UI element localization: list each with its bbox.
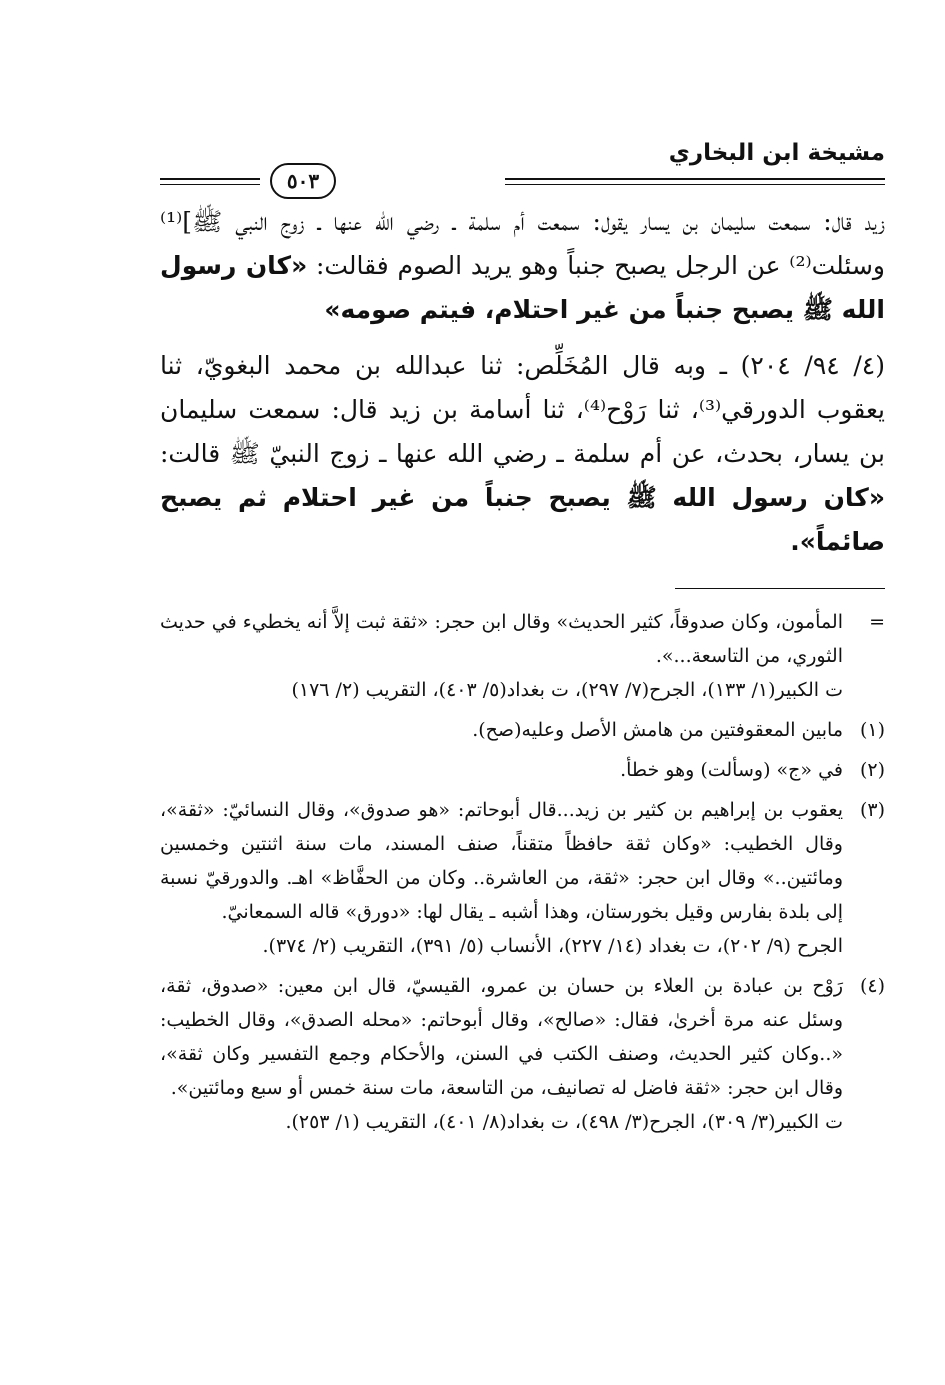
continuation-mark: = (869, 611, 885, 633)
main-text (160, 200, 885, 564)
paragraph (160, 200, 885, 332)
footnote (160, 753, 885, 787)
header-rule-right (505, 178, 885, 180)
header-rule-left (160, 178, 260, 180)
hadith-quote: «كان رسول الله ﷺ يصبح جنباً من غير احتلام، فيتم صومه» (160, 251, 885, 324)
footnote-text: يعقوب بن إبراهيم بن كثير بن زيد...قال أبوحاتم: «هو صدوق»، وقال النسائيّ: «ثقة»، وقال الخطيب: «وكان ثقة حافظاً متقناً، صنف المسند، مات سنة اثنتين وخمسين ومائتين..» وقال ابن حجر: «ثقة، من العاشرة.. وكان من الحفَّاظ» اهـ. والدورقيّ نسبة إلى بلدة بفارس وقيل بخورستان، وهذا أشبه ـ يقال لها: «دورق» قاله السمعانيّ. (160, 799, 843, 923)
paragraph-text: (٤/ ٩٤/ ٢٠٤) ـ وبه قال المُخَلِّص: ثنا عبدالله بن محمد البغويّ، ثنا يعقوب الدورقي⁽³⁾، ثنا رَوْح⁽⁴⁾، ثنا أسامة بن زيد قال: سمعت سليمان بن يسار، بحدث، عن أم سلمة ـ رضي الله عنها ـ زوج النبيّ ﷺ قالت: (160, 351, 885, 468)
page-header (160, 130, 885, 193)
footnote-text: مابين المعقوفتين من هامش الأصل وعليه(صح). (472, 719, 843, 741)
footnote-number: (٢) (859, 759, 885, 781)
footnote-ref: الجرح (٩/ ٢٠٢)، ت بغداد (١٤/ ٢٢٧)، الأنساب (٥/ ٣٩١)، التقريب (٢/ ٣٧٤). (262, 935, 843, 957)
footnote (160, 969, 885, 1139)
footnote-number: (٤) (859, 975, 885, 997)
header-rule-right-thin (505, 184, 885, 185)
footnote (160, 713, 885, 747)
footnote-continuation (160, 605, 885, 707)
footnote-number: (٣) (859, 799, 885, 821)
footnotes (160, 605, 885, 1139)
paragraph (160, 344, 885, 564)
paragraph-text: زيد قال: سمعت سليمان بن يسار يقول: سمعت أم سلمة ـ رضي الله عنها ـ زوج النبي ﷺ]⁽¹⁾ وسئلت⁽²⁾ عن الرجل يصبح جنباً وهو يريد الصوم فقالت: (160, 207, 885, 280)
hadith-quote: «كان رسول الله ﷺ يصبح جنباً من غير احتلام ثم يصبح صائماً». (160, 483, 885, 556)
page-number: ٥٠٣ (270, 163, 336, 199)
footnote-text: في «ج» (وسألت) وهو خطأ. (620, 759, 843, 781)
footnote-ref: ت الكبير(٣/ ٣٠٩)، الجرح(٣/ ٤٩٨)، ت بغداد(٨/ ٤٠١)، التقريب (١/ ٢٥٣). (285, 1111, 843, 1133)
book-title: مشيخة ابن البخاري (668, 140, 885, 166)
page (160, 130, 885, 1145)
footnote-number: (١) (859, 719, 885, 741)
footnote (160, 793, 885, 963)
footnote-text: رَوْح بن عبادة بن العلاء بن حسان بن عمرو، القيسيّ، قال ابن معين: «صدوق، ثقة، وسئل عنه مرة أخرىٰ، فقال: «صالح»، وقال أبوحاتم: «محله الصدق»، وقال الخطيب: «..وكان كثير الحديث، وصنف الكتب في السنن، والأحكام وجمع التفسير وكان ثقة»، وقال ابن حجر: «ثقة فاضل له تصانيف، من التاسعة، مات سنة خمس أو سبع ومائتين». (160, 975, 843, 1099)
footnote-text: المأمون، وكان صدوقاً، كثير الحديث» وقال ابن حجر: «ثقة ثبت إلاَّ أنه يخطيء في حديث الثوري، من التاسعة...». (160, 611, 843, 667)
footnote-separator (675, 588, 885, 589)
footnote-ref: ت الكبير(١/ ١٣٣)، الجرح(٧/ ٢٩٧)، ت بغداد(٥/ ٤٠٣)، التقريب (٢/ ١٧٦) (291, 679, 843, 701)
header-rule-left-thin (160, 184, 260, 185)
